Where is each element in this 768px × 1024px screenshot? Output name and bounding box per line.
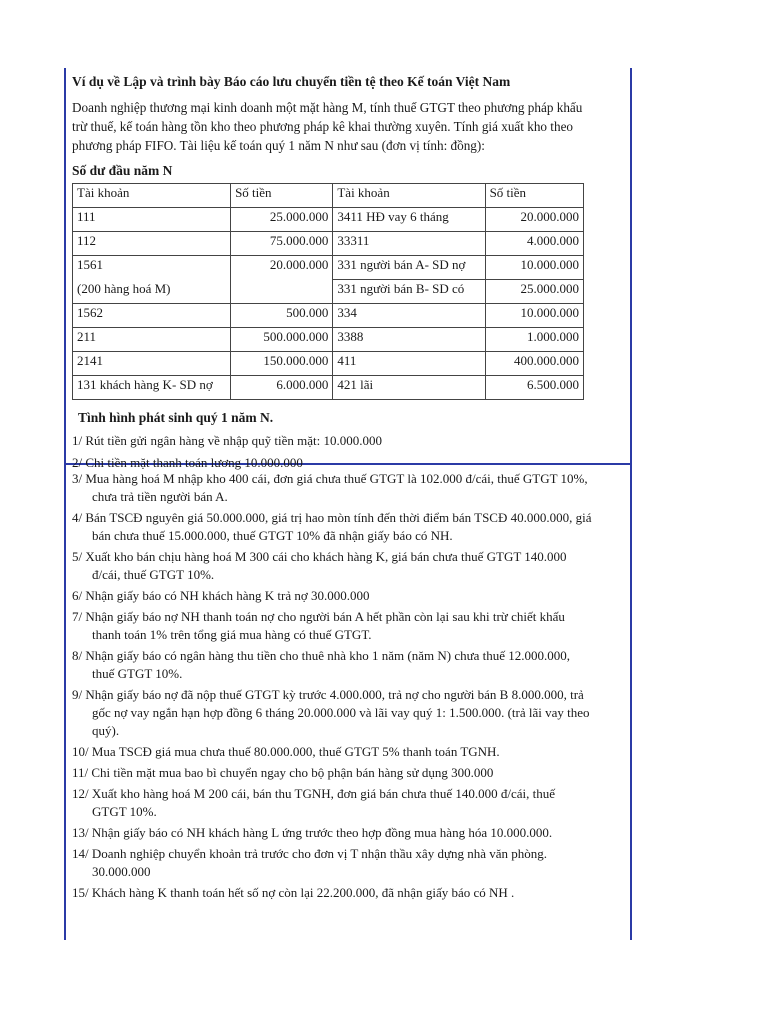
table-cell: 20.000.000 bbox=[231, 256, 333, 280]
table-cell: 131 khách hàng K- SD nợ bbox=[73, 376, 231, 400]
table-cell: 1561 bbox=[73, 256, 231, 280]
table-cell: 6.500.000 bbox=[485, 376, 583, 400]
table-cell: 334 bbox=[333, 304, 485, 328]
list-item: 7/ Nhận giấy báo nợ NH thanh toán nợ cho người bán A hết phần còn lại sau khi trừ chiết khấu thanh toán 1% trên tổng giá mua hàng có thuế GTGT. bbox=[72, 609, 565, 642]
list-item: 10/ Mua TSCĐ giá mua chưa thuế 80.000.000, thuế GTGT 5% thanh toán TGNH. bbox=[72, 744, 500, 759]
table-cell: 112 bbox=[73, 232, 231, 256]
table-cell: 3411 HĐ vay 6 tháng bbox=[333, 208, 485, 232]
table-cell: 331 người bán B- SD có bbox=[333, 280, 485, 304]
table-cell: 10.000.000 bbox=[485, 256, 583, 280]
list-item: 15/ Khách hàng K thanh toán hết số nợ còn lại 22.200.000, đã nhận giấy báo có NH . bbox=[72, 885, 515, 900]
table-cell: 3388 bbox=[333, 328, 485, 352]
transactions-list-page-2 bbox=[72, 470, 592, 905]
list-item: 6/ Nhận giấy báo có NH khách hàng K trả nợ 30.000.000 bbox=[72, 588, 370, 603]
table-row bbox=[73, 280, 584, 304]
table-cell: 150.000.000 bbox=[231, 352, 333, 376]
table-header-row bbox=[73, 184, 584, 208]
table-cell: 1.000.000 bbox=[485, 328, 583, 352]
table-row bbox=[73, 304, 584, 328]
table-header: Số tiền bbox=[485, 184, 583, 208]
list-item: 4/ Bán TSCĐ nguyên giá 50.000.000, giá trị hao mòn tính đến thời điểm bán TSCĐ 40.000.000, giá bán chưa thuế 15.000.000, thuế GTGT 10% đã nhận giấy báo có NH. bbox=[72, 510, 592, 543]
table-cell: 1562 bbox=[73, 304, 231, 328]
table-cell: 331 người bán A- SD nợ bbox=[333, 256, 485, 280]
page-border-right bbox=[630, 68, 632, 940]
table-cell: 421 lãi bbox=[333, 376, 485, 400]
document-title: Ví dụ về Lập và trình bày Báo cáo lưu chuyển tiền tệ theo Kế toán Việt Nam bbox=[72, 74, 511, 89]
table-cell: (200 hàng hoá M) bbox=[73, 280, 231, 304]
table-header: Tài khoản bbox=[73, 184, 231, 208]
page-border-left bbox=[64, 68, 66, 940]
opening-balance-heading: Số dư đầu năm N bbox=[72, 163, 173, 178]
list-item: 11/ Chi tiền mặt mua bao bì chuyển ngay cho bộ phận bán hàng sử dụng 300.000 bbox=[72, 765, 494, 780]
table-header: Số tiền bbox=[231, 184, 333, 208]
table-cell: 20.000.000 bbox=[485, 208, 583, 232]
table-cell: 111 bbox=[73, 208, 231, 232]
table-row bbox=[73, 328, 584, 352]
list-item: 14/ Doanh nghiệp chuyển khoản trả trước cho đơn vị T nhận thầu xây dựng nhà văn phòng. 30.000.000 bbox=[72, 846, 548, 879]
intro-paragraph: Doanh nghiệp thương mại kinh doanh một mặt hàng M, tính thuế GTGT theo phương pháp khấu trừ thuế, kế toán hàng tồn kho theo phương pháp kê khai thường xuyên. Tính giá xuất kho theo phương pháp FIFO. Tài liệu kế toán quý 1 năm N như sau (đơn vị tính: đồng): bbox=[72, 100, 583, 153]
table-cell: 75.000.000 bbox=[231, 232, 333, 256]
table-row bbox=[73, 232, 584, 256]
table-cell: 211 bbox=[73, 328, 231, 352]
table-cell: 33311 bbox=[333, 232, 485, 256]
list-item: 1/ Rút tiền gửi ngân hàng về nhập quỹ tiền mặt: 10.000.000 bbox=[72, 433, 382, 448]
list-item: 2/ Chi tiền mặt thanh toán lương 10.000.000 bbox=[72, 455, 303, 470]
table-cell: 500.000 bbox=[231, 304, 333, 328]
transactions-heading: Tình hình phát sinh quý 1 năm N. bbox=[78, 410, 274, 425]
opening-balance-table bbox=[72, 183, 584, 400]
table-row bbox=[73, 352, 584, 376]
transactions-list-page-1 bbox=[72, 432, 592, 472]
list-item: 13/ Nhận giấy báo có NH khách hàng L ứng trước theo hợp đồng mua hàng hóa 10.000.000. bbox=[72, 825, 553, 840]
table-cell: 2141 bbox=[73, 352, 231, 376]
table-cell: 500.000.000 bbox=[231, 328, 333, 352]
table-row bbox=[73, 208, 584, 232]
table-row bbox=[73, 376, 584, 400]
table-cell: 411 bbox=[333, 352, 485, 376]
table-cell: 25.000.000 bbox=[231, 208, 333, 232]
document-page-1 bbox=[72, 74, 592, 476]
table-cell: 10.000.000 bbox=[485, 304, 583, 328]
table-cell: 400.000.000 bbox=[485, 352, 583, 376]
table-row bbox=[73, 256, 584, 280]
table-cell: 4.000.000 bbox=[485, 232, 583, 256]
list-item: 9/ Nhận giấy báo nợ đã nộp thuế GTGT kỳ trước 4.000.000, trả nợ cho người bán B 8.000.000, trả gốc nợ vay ngắn hạn hợp đồng 6 tháng 20.000.000 và lãi vay quý 1: 1.500.000. (trả lãi vay theo quý). bbox=[72, 687, 590, 738]
table-header: Tài khoản bbox=[333, 184, 485, 208]
table-cell bbox=[231, 280, 333, 304]
list-item: 5/ Xuất kho bán chịu hàng hoá M 300 cái cho khách hàng K, giá bán chưa thuế GTGT 140.000 đ/cái, thuế GTGT 10%. bbox=[72, 549, 567, 582]
list-item: 12/ Xuất kho hàng hoá M 200 cái, bán thu TGNH, đơn giá bán chưa thuế 140.000 đ/cái, thuế GTGT 10%. bbox=[72, 786, 556, 819]
list-item: 3/ Mua hàng hoá M nhập kho 400 cái, đơn giá chưa thuế GTGT là 102.000 đ/cái, thuế GTGT 10%, chưa trả tiền người bán A. bbox=[72, 471, 588, 504]
table-cell: 6.000.000 bbox=[231, 376, 333, 400]
table-cell: 25.000.000 bbox=[485, 280, 583, 304]
list-item: 8/ Nhận giấy báo có ngân hàng thu tiền cho thuê nhà kho 1 năm (năm N) chưa thuế 12.000.000, thuế GTGT 10%. bbox=[72, 648, 571, 681]
